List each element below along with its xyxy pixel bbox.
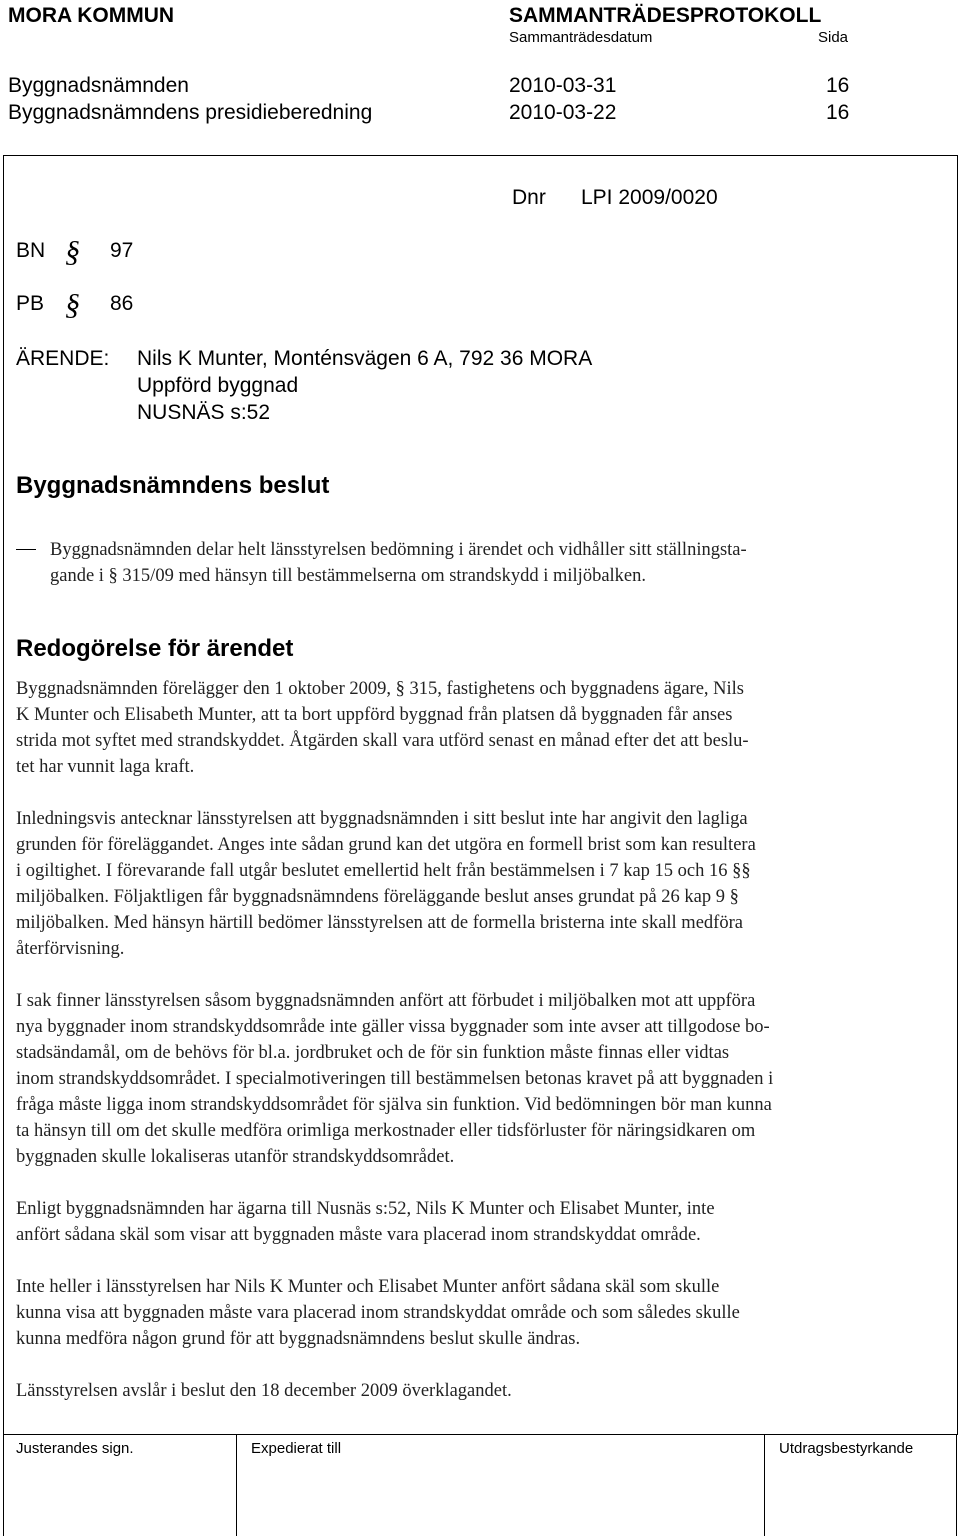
account-paragraph-2 bbox=[16, 806, 931, 962]
account-paragraph-6 bbox=[16, 1378, 931, 1404]
paragraph-line: nya byggnader inom strandskyddsområde inte gäller vissa byggnader som inte avser att tillgodose bo- bbox=[16, 1017, 770, 1037]
account-heading: Redogörelse för ärendet bbox=[16, 635, 294, 662]
paragraph-line: ta hänsyn till om det skulle medföra orimliga merkostnader eller tidsförluster för näringsidkaren om bbox=[16, 1121, 756, 1141]
decision-line: gande i § 315/09 med hänsyn till bestämmelserna om strandskydd i miljöbalken. bbox=[50, 566, 647, 586]
footer-divider bbox=[236, 1434, 237, 1536]
paragraph-line: inom strandskyddsområdet. I specialmotiveringen till bestämmelsen betonas kravet på att byggnaden i bbox=[16, 1069, 774, 1089]
paragraph-line: kunna medföra någon grund för att byggnadsnämndens beslut skulle ändras. bbox=[16, 1329, 581, 1349]
paragraph-line: miljöbalken. Följaktligen får byggnadsnämndens föreläggande beslut anses grundat på 26 kap 9 § bbox=[16, 887, 739, 907]
decision-text bbox=[50, 537, 930, 589]
body-name-1: Byggnadsnämnden bbox=[8, 74, 189, 97]
footer-rule bbox=[3, 1434, 957, 1435]
footer-utdragsbestyrkande: Utdragsbestyrkande bbox=[779, 1440, 914, 1457]
paragraph-line: byggnaden skulle lokaliseras utanför strandskyddsområdet. bbox=[16, 1147, 455, 1167]
decision-bullet-dash bbox=[16, 549, 36, 550]
arende-label: ÄRENDE: bbox=[16, 347, 110, 370]
page-number-2: 16 bbox=[826, 101, 850, 124]
paragraph-line: strida mot syftet med strandskyddet. Åtgärden skall vara utförd senast en månad efter det att beslu- bbox=[16, 731, 749, 751]
meeting-date-1: 2010-03-31 bbox=[509, 74, 617, 97]
paragraph-line: I sak finner länsstyrelsen såsom byggnadsnämnden anfört att förbudet i miljöbalken mot att uppföra bbox=[16, 991, 756, 1011]
arende-line-1: Nils K Munter, Monténsvägen 6 A, 792 36 MORA bbox=[137, 347, 593, 370]
dnr-label: Dnr bbox=[512, 186, 546, 209]
paragraph-line: miljöbalken. Med hänsyn härtill bedömer länsstyrelsen att de formella bristerna inte skall medföra bbox=[16, 913, 743, 933]
decision-heading: Byggnadsnämndens beslut bbox=[16, 472, 330, 499]
document-type: SAMMANTRÄDESPROTOKOLL bbox=[509, 4, 822, 27]
footer-divider bbox=[764, 1434, 765, 1536]
paragraph-line: Inte heller i länsstyrelsen har Nils K Munter och Elisabet Munter anfört sådana skäl som skulle bbox=[16, 1277, 720, 1297]
pb-section-sign: § bbox=[65, 288, 80, 321]
paragraph-line: stadsändamål, om de behövs för bl.a. jordbruket och de för sin funktion måste finnas eller vidtas bbox=[16, 1043, 730, 1063]
account-paragraph-4 bbox=[16, 1196, 931, 1248]
bn-section-sign: § bbox=[65, 235, 80, 268]
paragraph-line: Enligt byggnadsnämnden har ägarna till Nusnäs s:52, Nils K Munter och Elisabet Munter, inte bbox=[16, 1199, 715, 1219]
account-paragraph-1 bbox=[16, 676, 931, 780]
paragraph-line: K Munter och Elisabeth Munter, att ta bort uppförd byggnad från platsen då byggnaden får anses bbox=[16, 705, 733, 725]
footer-divider bbox=[956, 1434, 957, 1536]
paragraph-line: återförvisning. bbox=[16, 939, 125, 959]
paragraph-line: grunden för föreläggandet. Anges inte sådan grund kan det utgöra en formell brist som kan resultera bbox=[16, 835, 756, 855]
page-label: Sida bbox=[818, 29, 849, 46]
org-name: MORA KOMMUN bbox=[8, 4, 175, 27]
paragraph-line: kunna visa att byggnaden måste vara placerad inom strandskyddat område och som således skulle bbox=[16, 1303, 740, 1323]
date-label: Sammanträdesdatum bbox=[509, 29, 653, 46]
account-paragraph-5 bbox=[16, 1274, 931, 1352]
footer-justerandes-sign: Justerandes sign. bbox=[16, 1440, 134, 1457]
body-name-2: Byggnadsnämndens presidieberedning bbox=[8, 101, 373, 124]
meeting-date-2: 2010-03-22 bbox=[509, 101, 617, 124]
bn-number: 97 bbox=[110, 239, 134, 262]
arende-line-3: NUSNÄS s:52 bbox=[137, 401, 271, 424]
paragraph-line: i ogiltighet. I förevarande fall utgår beslutet emellertid helt från bestämmelsen i 7 kap 15 och 16 §§ bbox=[16, 861, 751, 881]
account-paragraph-3 bbox=[16, 988, 931, 1170]
footer-expedierat-till: Expedierat till bbox=[251, 1440, 342, 1457]
page-number-1: 16 bbox=[826, 74, 850, 97]
pb-label: PB bbox=[16, 292, 45, 315]
paragraph-line: tet har vunnit laga kraft. bbox=[16, 757, 195, 777]
pb-number: 86 bbox=[110, 292, 134, 315]
arende-line-2: Uppförd byggnad bbox=[137, 374, 299, 397]
paragraph-line: Länsstyrelsen avslår i beslut den 18 december 2009 överklagandet. bbox=[16, 1381, 512, 1401]
decision-line: Byggnadsnämnden delar helt länsstyrelsen bedömning i ärendet och vidhåller sitt ställningsta- bbox=[50, 540, 747, 560]
bn-label: BN bbox=[16, 239, 46, 262]
dnr-value: LPI 2009/0020 bbox=[581, 186, 718, 209]
footer-divider bbox=[3, 1434, 4, 1536]
paragraph-line: fråga måste ligga inom strandskyddsområdet för själva sin funktion. Vid bedömningen bör man kunna bbox=[16, 1095, 772, 1115]
paragraph-line: anfört sådana skäl som visar att byggnaden måste vara placerad inom strandskyddat område. bbox=[16, 1225, 701, 1245]
paragraph-line: Inledningsvis antecknar länsstyrelsen att byggnadsnämnden i sitt beslut inte har angivit den lagliga bbox=[16, 809, 748, 829]
paragraph-line: Byggnadsnämnden förelägger den 1 oktober 2009, § 315, fastighetens och byggnadens ägare, Nils bbox=[16, 679, 744, 699]
